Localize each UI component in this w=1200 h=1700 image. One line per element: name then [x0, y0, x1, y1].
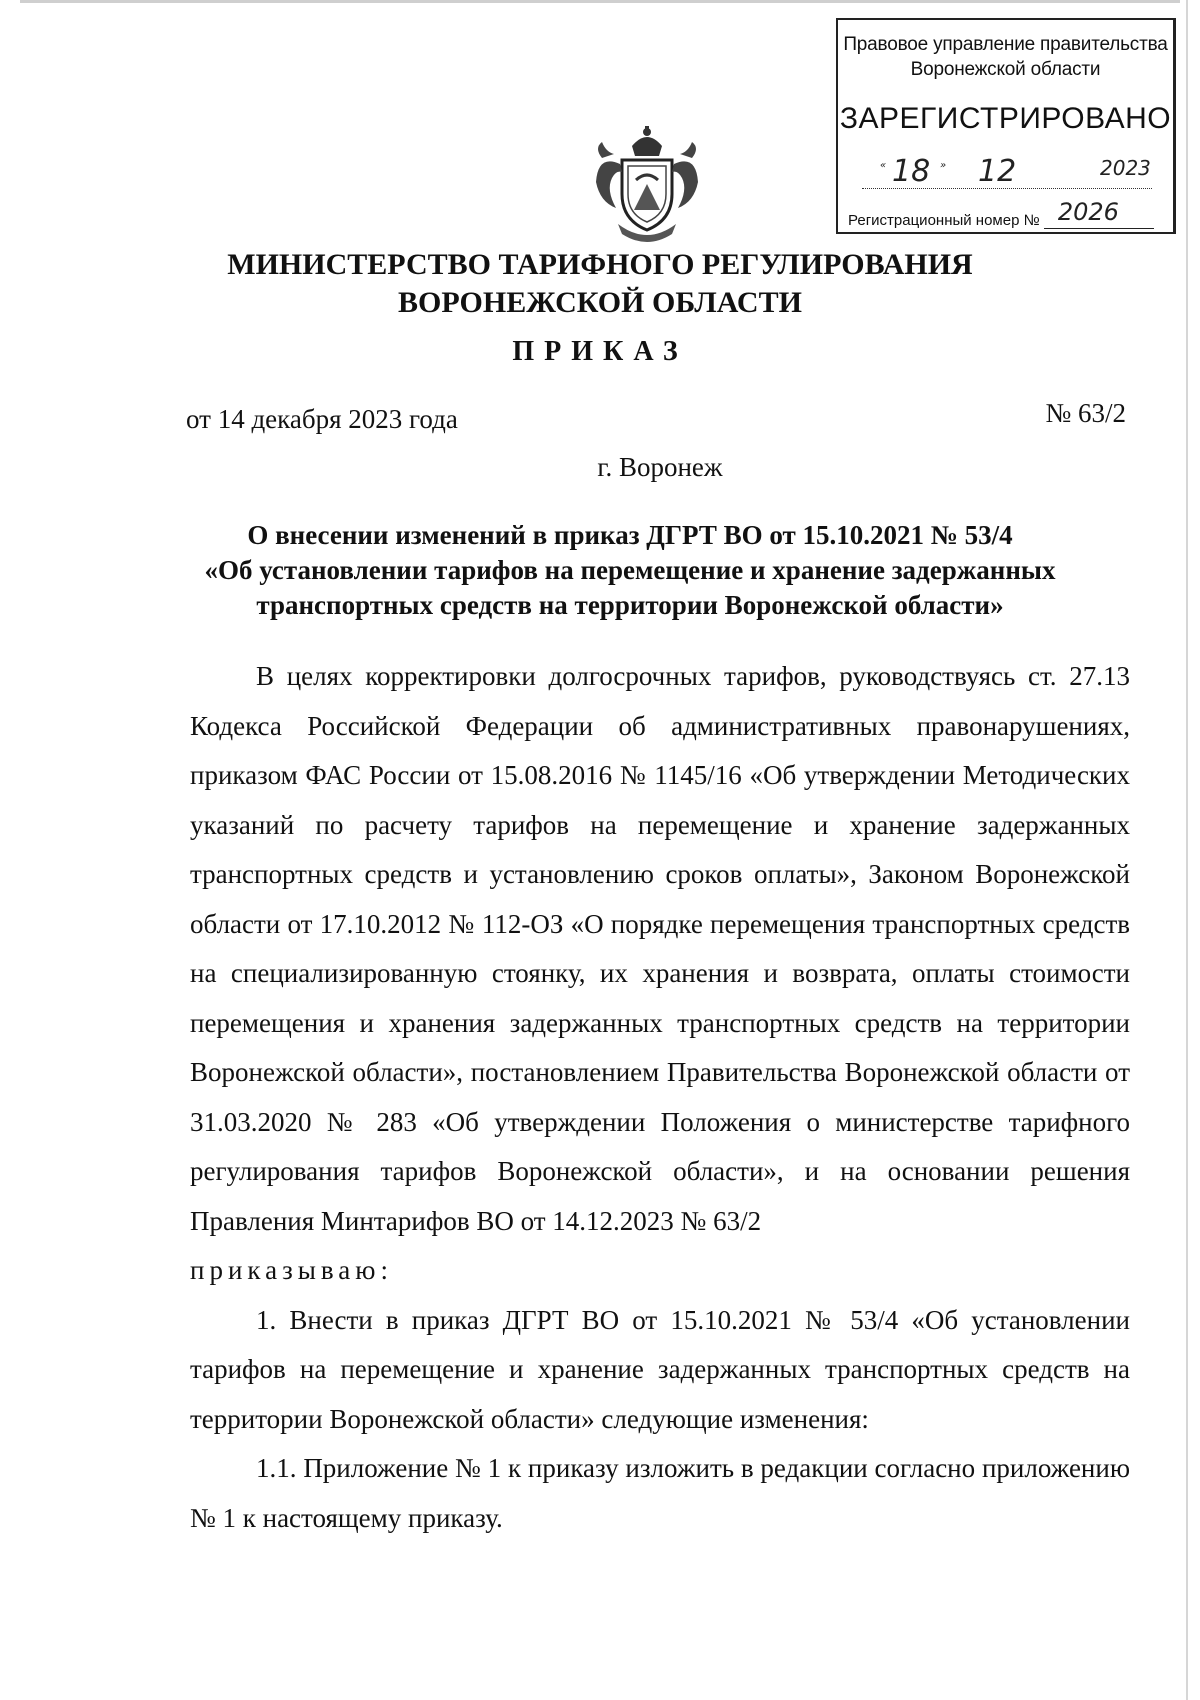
stamp-date-day: 18 — [892, 154, 931, 189]
order-word: приказываю: — [190, 1255, 393, 1285]
stamp-date-year: 2023 — [1100, 156, 1151, 180]
stamp-date: « 18 » 12 2023 — [862, 162, 1152, 192]
stamp-reg-line — [1044, 198, 1154, 229]
heading-line2: «Об установлении тарифов на перемещение и хранение задержанных — [204, 555, 1056, 585]
document-city: г. Воронеж — [597, 452, 723, 482]
ministry-line2: ВОРОНЕЖСКОЙ ОБЛАСТИ — [398, 286, 802, 319]
stamp-registration — [848, 198, 1154, 229]
stamp-reg-label: Регистрационный номер № — [848, 212, 1040, 229]
ministry-line1: МИНИСТЕРСТВО ТАРИФНОГО РЕГУЛИРОВАНИЯ — [227, 248, 973, 281]
document-date: от 14 декабря 2023 года — [186, 404, 458, 434]
document-number: № 63/2 — [1045, 398, 1126, 428]
item-1-paragraph: 1. Внести в приказ ДГРТ ВО от 15.10.2021 № 53/4 «Об установлении тарифов на перемещение и хранение задержанных транспортных средств на территории Воронежской области» следующие изменения: — [190, 1304, 1130, 1434]
stamp-date-month: 12 — [978, 154, 1017, 189]
document-type: ПРИКАЗ — [512, 336, 688, 367]
ministry-name — [200, 246, 1000, 322]
item-1-1-paragraph: 1.1. Приложение № 1 к приказу изложить в редакции согласно приложению № 1 к настоящему приказу. — [190, 1453, 1130, 1533]
stamp-org-line2: Воронежской области — [910, 59, 1101, 80]
heading-line3: транспортных средств на территории Воронежской области» — [256, 590, 1004, 620]
document-heading — [170, 518, 1090, 623]
preamble-paragraph: В целях корректировки долгосрочных тарифов, руководствуясь ст. 27.13 Кодекса Российской Федерации об административных правонарушениях, приказом ФАС России от 15.08.2016 № 1145/16 «Об утверждении Методических указаний по расчету тарифов на перемещение и хранение задержанных транспортных средств и установлению сроков оплаты», Законом Воронежской области от 17.10.2012 № 112-ОЗ «О порядке перемещения транспортных средств на специализированную стоянку, их хранения и возврата, оплаты стоимости перемещения и хранения задержанных транспортных средств на территории Воронежской области», постановлением Правительства Воронежской области от 31.03.2020 № 283 «Об утверждении Положения о министерстве тарифного регулирования тарифов Воронежской области», и на основании решения Правления Минтарифов ВО от 14.12.2023 № 63/2 — [190, 661, 1130, 1236]
registration-stamp — [836, 18, 1176, 234]
stamp-org-line1: Правовое управление правительства — [843, 34, 1168, 55]
document-body — [190, 652, 1130, 1543]
scan-edge-top — [20, 0, 1180, 3]
coat-of-arms-emblem — [592, 124, 702, 244]
stamp-title: ЗАРЕГИСТРИРОВАНО — [839, 102, 1172, 135]
scan-edge-right — [1186, 0, 1188, 1700]
stamp-organization — [838, 32, 1173, 82]
stamp-reg-number: 2026 — [1057, 198, 1119, 226]
heading-line1: О внесении изменений в приказ ДГРТ ВО от 15.10.2021 № 53/4 — [247, 520, 1013, 550]
